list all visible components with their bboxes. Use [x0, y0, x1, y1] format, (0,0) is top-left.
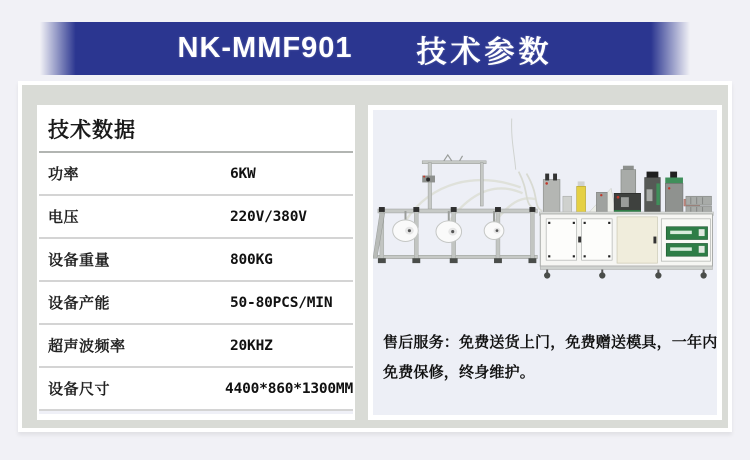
- spec-value: 220V/380V: [230, 208, 307, 225]
- machine-cabinet: [539, 212, 713, 270]
- spec-label: 设备重量: [48, 252, 111, 269]
- spec-table-card: [37, 105, 355, 420]
- spec-label: 电压: [48, 209, 80, 226]
- header-banner: [40, 22, 690, 75]
- machine-card: [368, 105, 722, 420]
- spec-row-power: [39, 153, 353, 196]
- machine-card-inner: [373, 110, 717, 415]
- spec-value: 6KW: [230, 165, 256, 182]
- service-line-2: 免费保修，终身维护。: [383, 364, 536, 381]
- spec-value: 4400*860*1300MM: [225, 380, 353, 397]
- spec-row-weight: [39, 239, 353, 282]
- spec-label: 功率: [48, 166, 80, 183]
- processing-modules: [543, 166, 711, 215]
- spec-row-capacity: [39, 282, 353, 325]
- spec-value: 50-80PCS/MIN: [230, 294, 333, 311]
- spec-label: 设备尺寸: [48, 381, 111, 398]
- spec-value: 800KG: [230, 251, 273, 268]
- machine-illustration: [373, 110, 717, 308]
- content-panel: [18, 81, 732, 432]
- mask-machine-image: [373, 110, 717, 308]
- spec-table-heading: 技术数据: [48, 119, 136, 142]
- casters: [544, 270, 707, 279]
- spec-row-frequency: [39, 325, 353, 368]
- spec-value: 20KHZ: [230, 337, 273, 354]
- service-line-1: 售后服务：免费送货上门，免费赠送模具，一年内: [383, 334, 718, 351]
- spec-row-voltage: [39, 196, 353, 239]
- spec-label: 超声波频率: [48, 338, 126, 355]
- after-sales-service-text: [373, 308, 717, 388]
- spec-row-size: [39, 368, 353, 411]
- spec-table-footer: [39, 411, 353, 414]
- product-model: NK-MMF901: [177, 32, 353, 64]
- spec-label: 设备产能: [48, 295, 111, 312]
- banner-title: 技术参数: [416, 35, 553, 69]
